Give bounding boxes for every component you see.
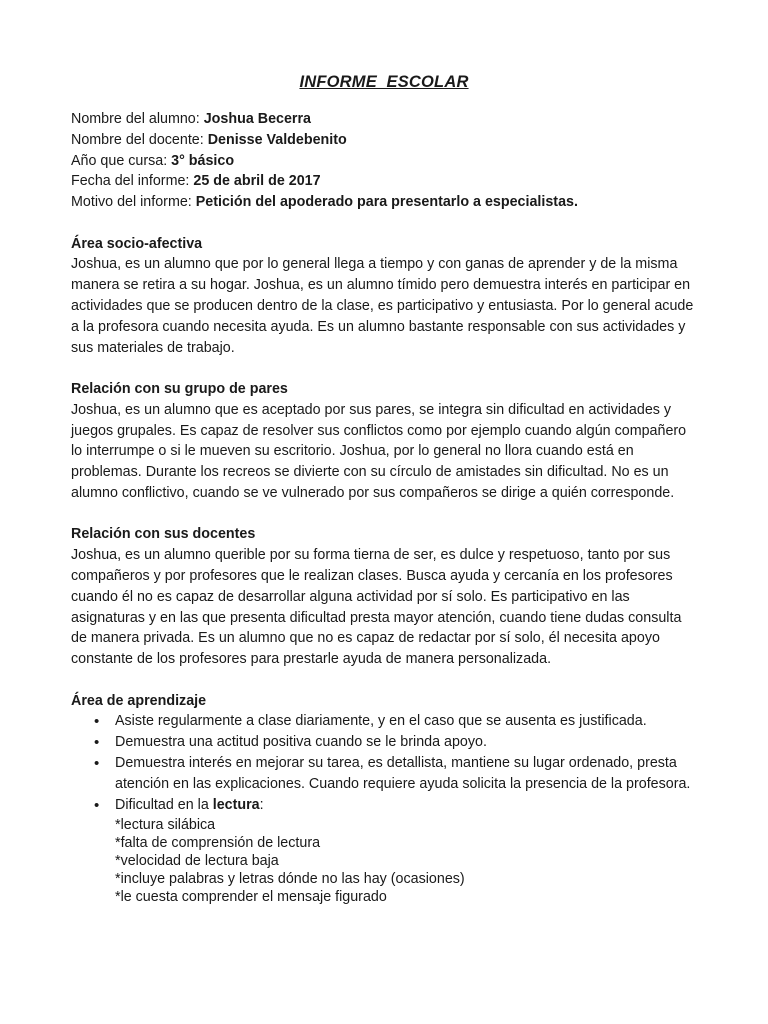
field-label: Motivo del informe: <box>71 194 196 211</box>
lectura-suffix: : <box>259 797 264 814</box>
field-value: Denisse Valdebenito <box>207 131 347 148</box>
list-item: • Asiste regularmente a clase diariamente, y en el caso que se ausenta es justificada. <box>71 711 697 732</box>
field-value: 25 de abril de 2017 <box>193 173 321 190</box>
field-student-name <box>71 109 697 130</box>
field-label: Nombre del docente: <box>71 131 208 148</box>
lectura-subitem: *velocidad de lectura baja <box>115 853 279 870</box>
lectura-heading <box>115 795 697 816</box>
section-paragraph: Joshua, es un alumno querible por su forma tierna de ser, es dulce y respetuoso, tanto por sus compañeros y por profesores que le realizan clases. Busca ayuda y cercanía en los profesores cuando él no es capaz de desarrollar alguna actividad por sí solo. Es participativo en las asignaturas y en las que presenta dificultad presta mayor atención, cuando tiene dudas consulta de manera privada. Es un alumno que no es capaz de redactar por sí solo, él necesita apoyo constante de los profesores para prestarle ayuda de manera personalizada. <box>71 547 682 668</box>
field-label: Fecha del informe: <box>71 173 194 190</box>
document-body <box>71 109 697 906</box>
bullet-list <box>71 711 697 906</box>
field-report-reason <box>71 192 697 213</box>
lectura-subitem: *falta de comprensión de lectura <box>115 835 321 852</box>
section-grupo-pares <box>71 379 697 504</box>
lectura-subitem: *incluye palabras y letras dónde no las hay (ocasiones) <box>115 871 465 888</box>
lectura-subitem: *le cuesta comprender el mensaje figurado <box>115 889 387 906</box>
field-label: Año que cursa: <box>71 152 172 169</box>
section-docentes <box>71 524 697 670</box>
section-heading: Relación con su grupo de pares <box>71 380 288 397</box>
section-paragraph: Joshua, es un alumno que por lo general llega a tiempo y con ganas de aprender y de la misma manera se retira a su hogar. Joshua, es un alumno tímido pero demuestra interés en participar en actividades que se producen dentro de la clase, es participativo y entusiasta. Por lo general acude a la profesora cuando necesita ayuda. Es un alumno bastante responsable con sus actividades y sus materiales de trabajo. <box>71 256 694 356</box>
section-socio-afectiva <box>71 234 697 359</box>
lectura-keyword: lectura <box>212 797 260 814</box>
section-aprendizaje <box>71 691 697 907</box>
field-grade <box>71 151 697 172</box>
field-value: Joshua Becerra <box>203 111 312 127</box>
list-item: • Demuestra interés en mejorar su tarea, es detallista, mantiene su lugar ordenado, presta atención en las explicaciones. Cuando requiere ayuda solicita la presencia de la profesora. <box>71 753 697 795</box>
lectura-subitem: *lectura silábica <box>115 817 216 834</box>
field-value: Petición del apoderado para presentarlo a especialistas. <box>195 194 578 211</box>
list-item-lectura <box>71 795 697 906</box>
section-heading: Área socio-afectiva <box>71 235 203 252</box>
section-heading: Relación con sus docentes <box>71 526 256 543</box>
list-item: • Demuestra una actitud positiva cuando se le brinda apoyo. <box>71 732 697 753</box>
lectura-prefix: Dificultad en la <box>115 797 213 814</box>
field-label: Nombre del alumno: <box>71 111 204 127</box>
section-heading: Área de aprendizaje <box>71 692 207 709</box>
field-report-date <box>71 171 697 192</box>
document-title: INFORME ESCOLAR <box>299 73 469 91</box>
section-paragraph: Joshua, es un alumno que es aceptado por sus pares, se integra sin dificultad en actividades y juegos grupales. Es capaz de resolver sus conflictos como por ejemplo cuando algún compañero lo interrumpe o si le mueven su escritorio. Joshua, por lo general no llora cuando está en problemas. Durante los recreos se divierte con su círculo de amistades sin dificultad. No es un alumno conflictivo, cuando se ve vulnerado por sus compañeros se dirige a quién corresponde. <box>71 401 687 501</box>
field-value: 3° básico <box>171 152 235 169</box>
field-teacher-name <box>71 130 697 151</box>
